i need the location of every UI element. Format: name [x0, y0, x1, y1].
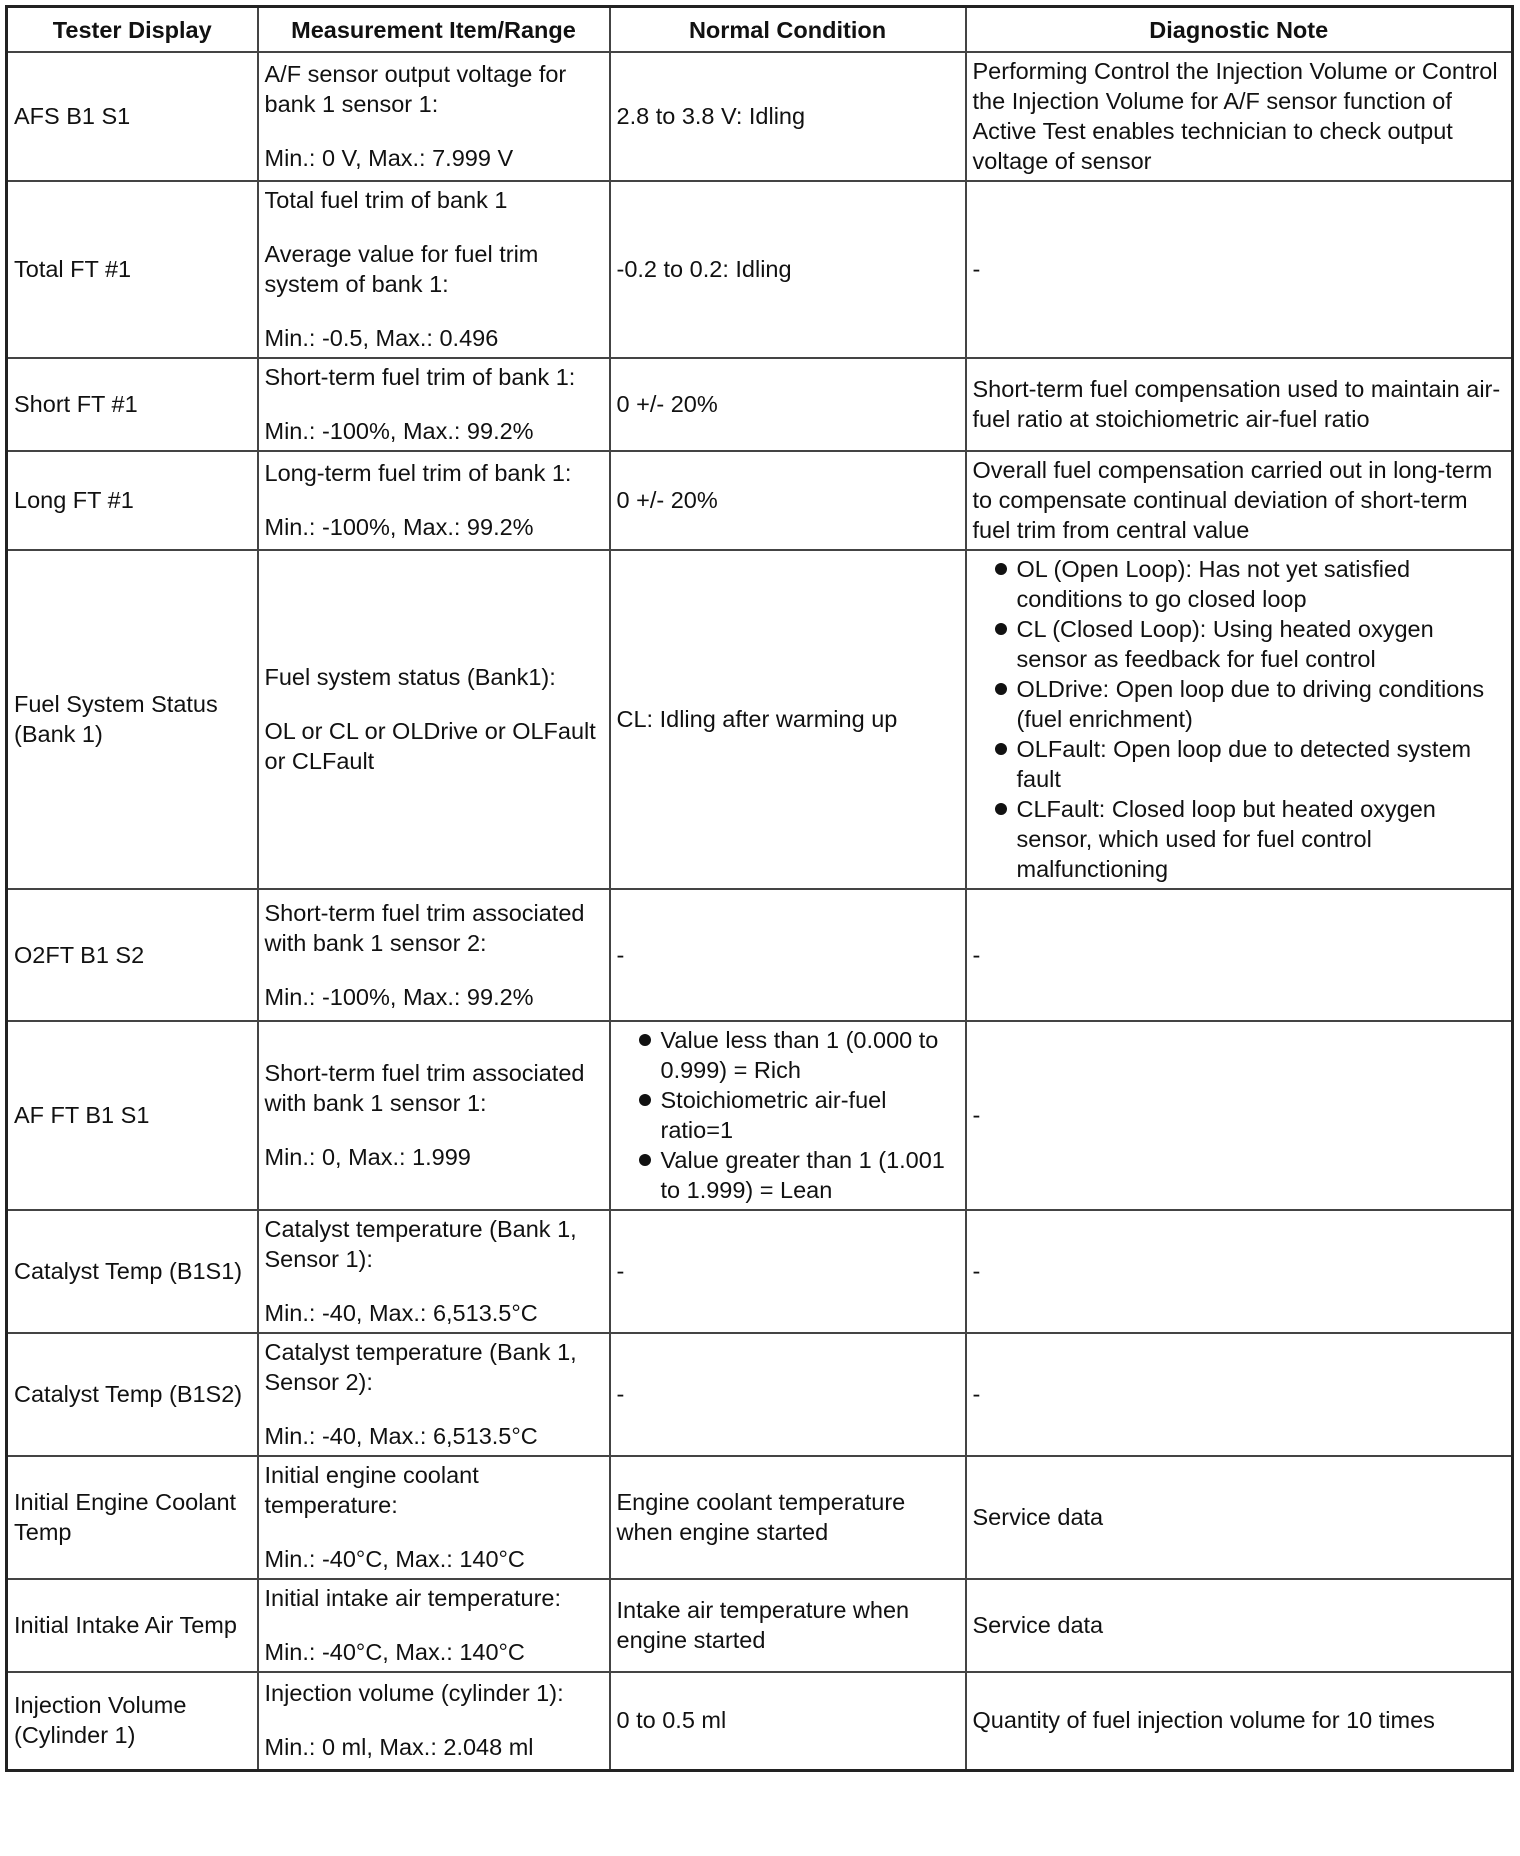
measurement-line: Initial engine coolant temperature: [264, 1462, 479, 1518]
tester-display-cell: O2FT B1 S2 [7, 889, 258, 1021]
measurement-cell [258, 889, 610, 1021]
normal-condition-cell: 2.8 to 3.8 V: Idling [610, 52, 966, 181]
table-row [7, 889, 1513, 1021]
tester-display-cell: Injection Volume (Cylinder 1) [7, 1672, 258, 1770]
measurement-range: Min.: 0, Max.: 1.999 [264, 1144, 471, 1170]
measurement-line: Total fuel trim of bank 1 [264, 187, 508, 213]
table-body [7, 52, 1513, 1770]
tester-display-cell: AF FT B1 S1 [7, 1021, 258, 1210]
normal-condition-cell: - [610, 1333, 966, 1456]
normal-condition-cell: -0.2 to 0.2: Idling [610, 181, 966, 358]
measurement-line: Short-term fuel trim of bank 1: [264, 364, 576, 390]
list-item: CLFault: Closed loop but heated oxygen sensor, which used for fuel control malfunctioning [973, 794, 1506, 884]
tester-display-cell: Initial Intake Air Temp [7, 1579, 258, 1672]
tester-display-cell: Catalyst Temp (B1S1) [7, 1210, 258, 1333]
diagnostic-note-cell: - [966, 181, 1513, 358]
measurement-range: Min.: -40°C, Max.: 140°C [264, 1546, 525, 1572]
normal-condition-cell: - [610, 1210, 966, 1333]
table-row [7, 1672, 1513, 1770]
header-tester-display: Tester Display [7, 7, 258, 53]
measurement-line: Long-term fuel trim of bank 1: [264, 460, 572, 486]
tester-display-cell: Fuel System Status (Bank 1) [7, 550, 258, 889]
header-normal-condition: Normal Condition [610, 7, 966, 53]
measurement-range: Min.: -100%, Max.: 99.2% [264, 514, 534, 540]
measurement-range: Min.: -100%, Max.: 99.2% [264, 418, 534, 444]
tester-display-cell: Short FT #1 [7, 358, 258, 451]
data-list-table [5, 5, 1514, 1772]
measurement-range: Min.: -40, Max.: 6,513.5°C [264, 1423, 538, 1449]
measurement-range: Min.: -40, Max.: 6,513.5°C [264, 1300, 538, 1326]
normal-condition-cell: - [610, 889, 966, 1021]
table-row [7, 1333, 1513, 1456]
header-diagnostic-note: Diagnostic Note [966, 7, 1513, 53]
measurement-range: OL or CL or OLDrive or OLFault or CLFault [264, 718, 596, 774]
diagnostic-note-cell [966, 550, 1513, 889]
list-item: Value less than 1 (0.000 to 0.999) = Rich [617, 1025, 959, 1085]
table-row [7, 1579, 1513, 1672]
fuel-status-mode-list [973, 554, 1506, 884]
measurement-cell [258, 1333, 610, 1456]
measurement-cell [258, 1456, 610, 1579]
table-row [7, 550, 1513, 889]
normal-condition-cell: 0 +/- 20% [610, 358, 966, 451]
list-item: OLFault: Open loop due to detected system fault [973, 734, 1506, 794]
list-item: OLDrive: Open loop due to driving conditions (fuel enrichment) [973, 674, 1506, 734]
diagnostic-note-cell: - [966, 1333, 1513, 1456]
normal-condition-cell: CL: Idling after warming up [610, 550, 966, 889]
table-row [7, 1456, 1513, 1579]
list-item: CL (Closed Loop): Using heated oxygen sensor as feedback for fuel control [973, 614, 1506, 674]
measurement-cell [258, 1579, 610, 1672]
measurement-cell [258, 52, 610, 181]
normal-condition-cell: Intake air temperature when engine started [610, 1579, 966, 1672]
diagnostic-note-cell: Quantity of fuel injection volume for 10 times [966, 1672, 1513, 1770]
diagnostic-data-sheet [5, 5, 1511, 1772]
measurement-cell [258, 1672, 610, 1770]
diagnostic-note-cell: Service data [966, 1456, 1513, 1579]
measurement-range: Min.: -100%, Max.: 99.2% [264, 983, 534, 1010]
measurement-line: Short-term fuel trim associated with bank 1 sensor 1: [264, 1060, 585, 1116]
table-row [7, 451, 1513, 550]
table-row [7, 181, 1513, 358]
tester-display-cell: Catalyst Temp (B1S2) [7, 1333, 258, 1456]
normal-condition-cell: Engine coolant temperature when engine started [610, 1456, 966, 1579]
diagnostic-note-cell: Service data [966, 1579, 1513, 1672]
measurement-line: A/F sensor output voltage for bank 1 sensor 1: [264, 61, 567, 117]
measurement-cell [258, 181, 610, 358]
header-measurement-item: Measurement Item/Range [258, 7, 610, 53]
diagnostic-note-cell: Short-term fuel compensation used to maintain air-fuel ratio at stoichiometric air-fuel ratio [966, 358, 1513, 451]
diagnostic-note-cell: - [966, 1021, 1513, 1210]
tester-display-cell: Long FT #1 [7, 451, 258, 550]
table-row [7, 1210, 1513, 1333]
measurement-cell [258, 451, 610, 550]
measurement-line: Catalyst temperature (Bank 1, Sensor 2): [264, 1339, 577, 1395]
measurement-cell [258, 1210, 610, 1333]
table-row [7, 1021, 1513, 1210]
measurement-range: Min.: 0 ml, Max.: 2.048 ml [264, 1734, 534, 1761]
measurement-range: Min.: -40°C, Max.: 140°C [264, 1639, 525, 1665]
diagnostic-note-cell: - [966, 889, 1513, 1021]
measurement-cell [258, 358, 610, 451]
list-item: Stoichiometric air-fuel ratio=1 [617, 1085, 959, 1145]
measurement-line: Injection volume (cylinder 1): [264, 1680, 564, 1707]
measurement-line: Average value for fuel trim system of bank 1: [264, 241, 539, 297]
normal-condition-cell: 0 +/- 20% [610, 451, 966, 550]
table-header [7, 7, 1513, 53]
table-row [7, 358, 1513, 451]
diagnostic-note-cell: Overall fuel compensation carried out in long-term to compensate continual deviation of short-term fuel trim from central value [966, 451, 1513, 550]
header-row [7, 7, 1513, 53]
measurement-range: Min.: -0.5, Max.: 0.496 [264, 325, 499, 351]
tester-display-cell: AFS B1 S1 [7, 52, 258, 181]
measurement-cell [258, 1021, 610, 1210]
measurement-range: Min.: 0 V, Max.: 7.999 V [264, 145, 514, 171]
measurement-line: Catalyst temperature (Bank 1, Sensor 1): [264, 1216, 577, 1272]
air-fuel-ratio-list [617, 1025, 959, 1205]
measurement-line: Fuel system status (Bank1): [264, 664, 556, 690]
tester-display-cell: Total FT #1 [7, 181, 258, 358]
list-item: Value greater than 1 (1.001 to 1.999) = Lean [617, 1145, 959, 1205]
tester-display-cell: Initial Engine Coolant Temp [7, 1456, 258, 1579]
measurement-line: Initial intake air temperature: [264, 1585, 562, 1611]
diagnostic-note-cell: - [966, 1210, 1513, 1333]
measurement-line: Short-term fuel trim associated with bank 1 sensor 2: [264, 899, 585, 956]
diagnostic-note-cell: Performing Control the Injection Volume or Control the Injection Volume for A/F sensor function of Active Test enables technician to check output voltage of sensor [966, 52, 1513, 181]
normal-condition-cell: 0 to 0.5 ml [610, 1672, 966, 1770]
measurement-cell [258, 550, 610, 889]
table-row [7, 52, 1513, 181]
normal-condition-cell [610, 1021, 966, 1210]
list-item: OL (Open Loop): Has not yet satisfied conditions to go closed loop [973, 554, 1506, 614]
